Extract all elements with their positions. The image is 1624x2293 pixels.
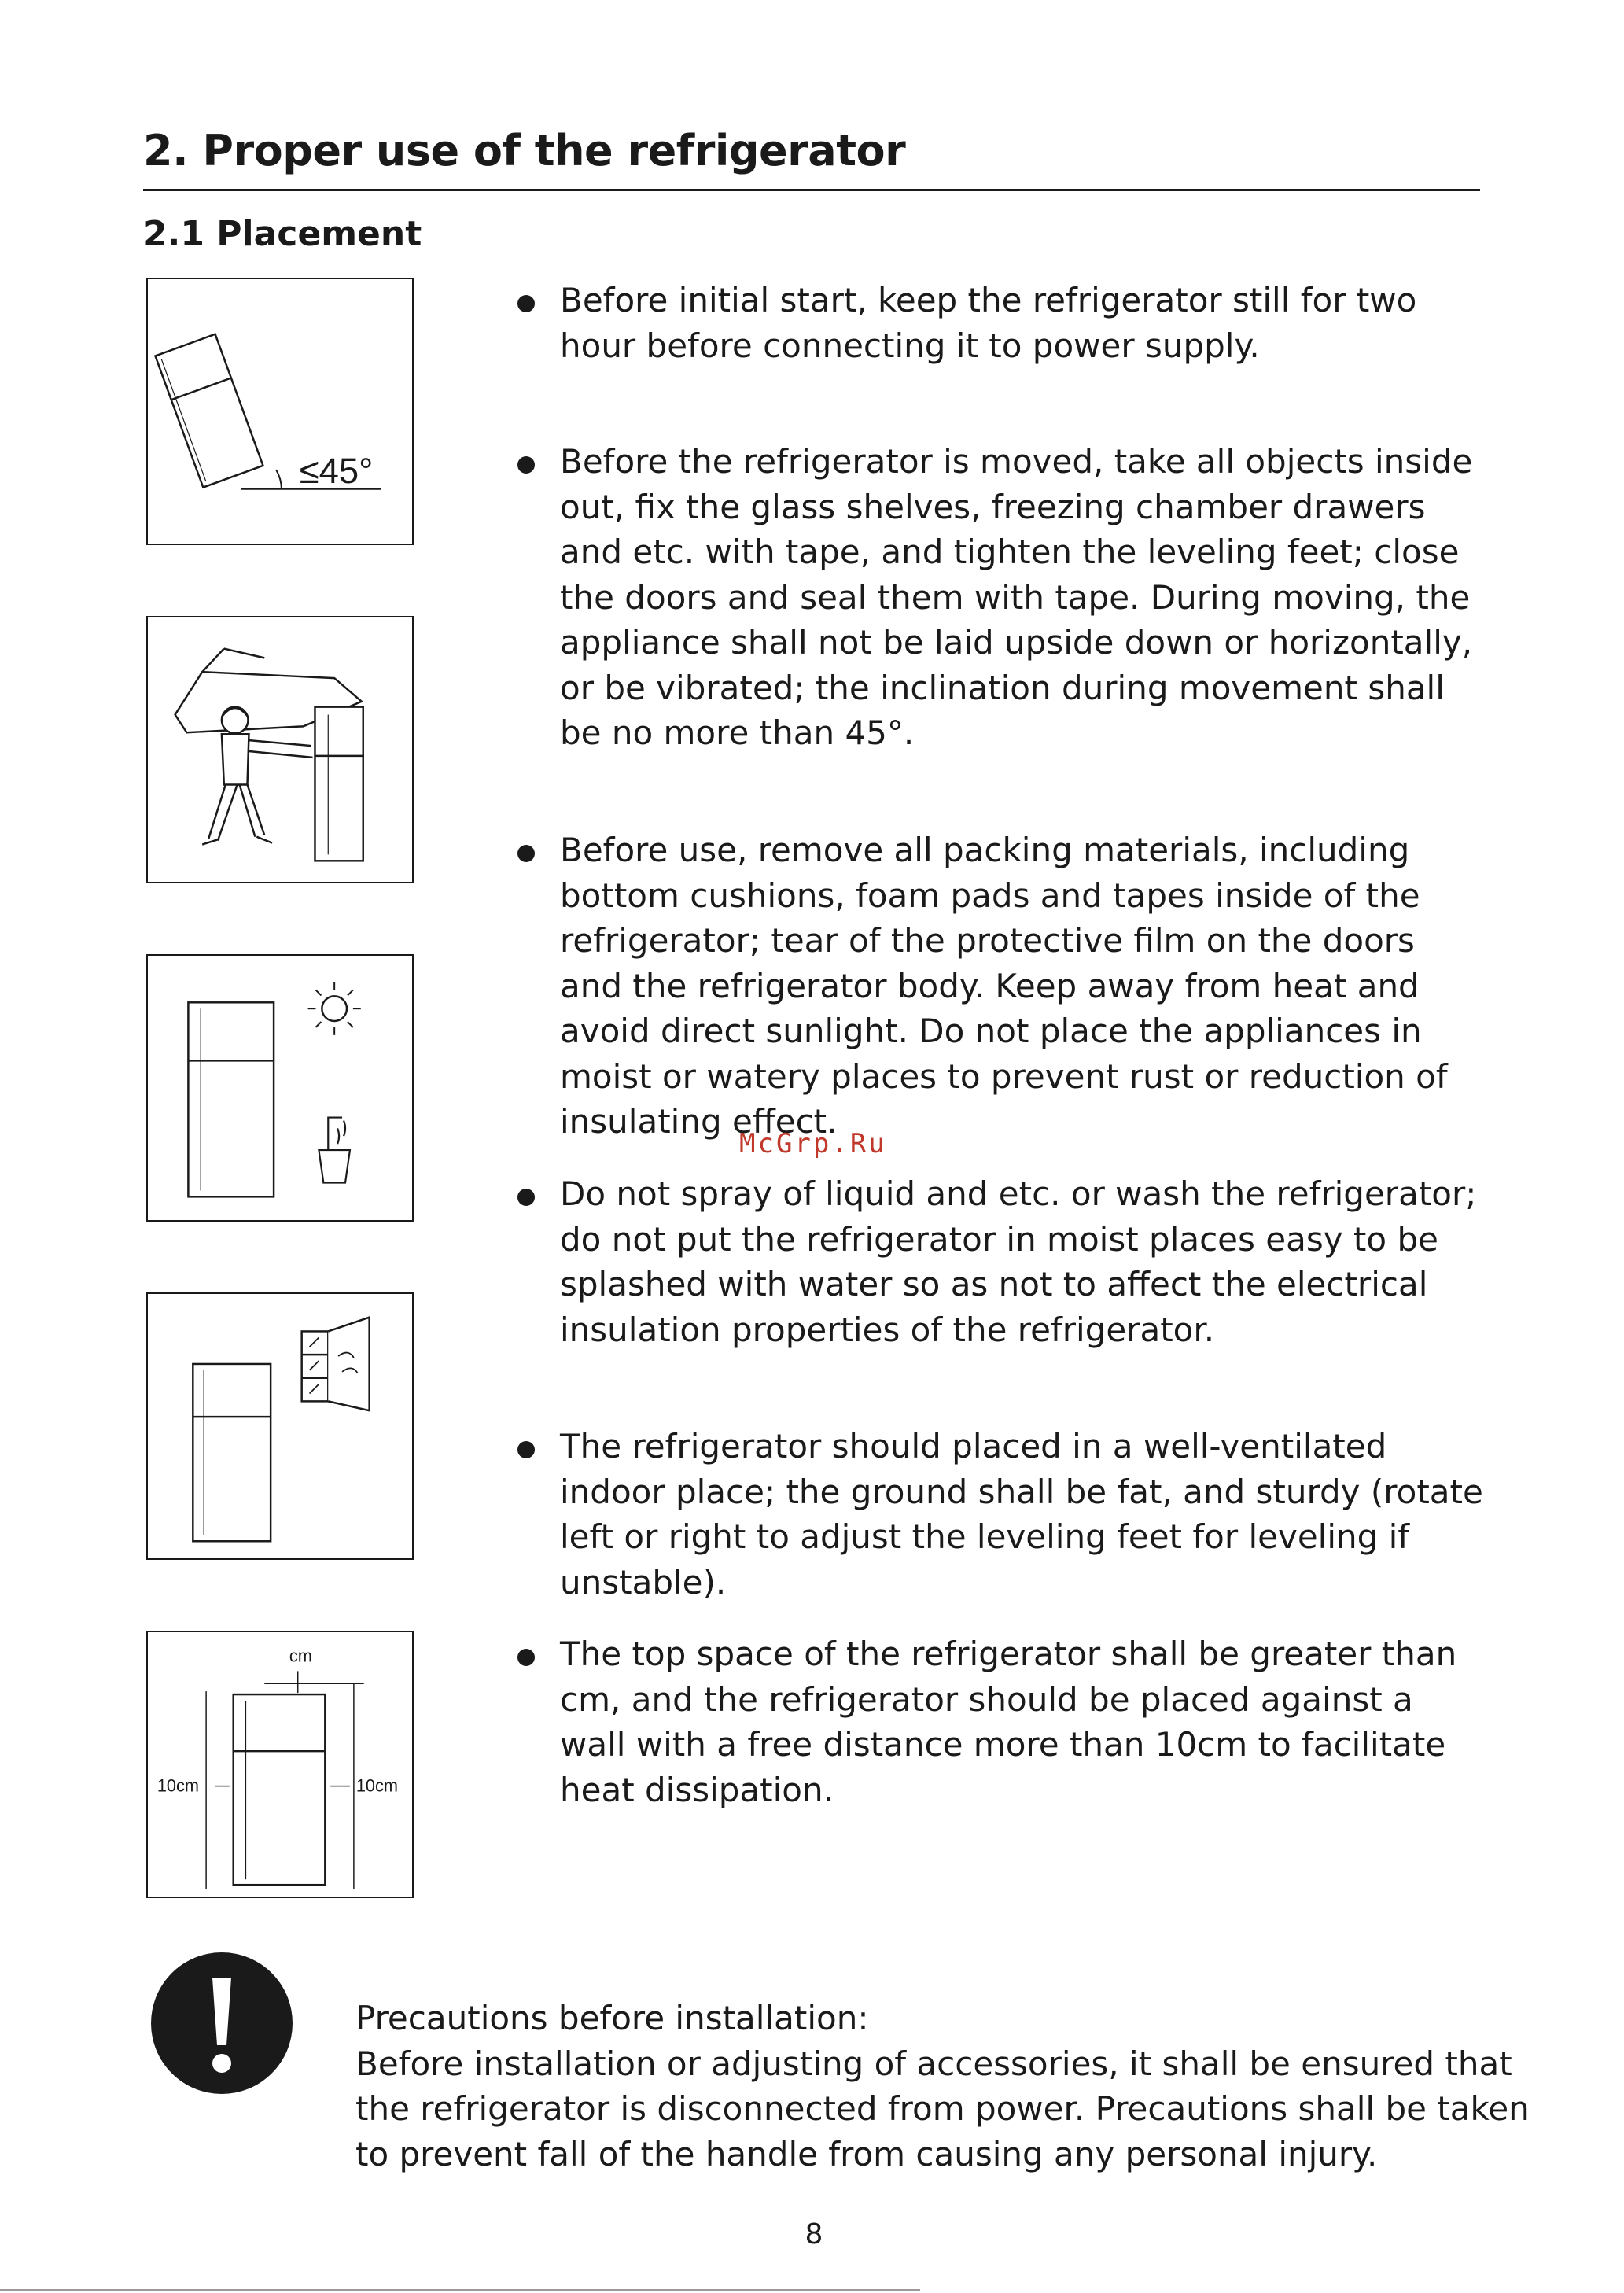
precaution-line: the refrigerator is disconnected from power. Precautions shall be taken bbox=[355, 2089, 1530, 2128]
bullet-dot-icon bbox=[517, 1649, 535, 1666]
bullet-dot-icon bbox=[517, 295, 535, 312]
bullet-text: The top space of the refrigerator shall be greater than cm, and the refrigerator should be placed against a wall with a free distance more than 10cm to facilitate heat dissipation. bbox=[560, 1635, 1457, 1809]
page-number: 8 bbox=[805, 2218, 823, 2251]
water-pot-icon bbox=[319, 1118, 350, 1183]
subsection-title: 2.1 Placement bbox=[143, 214, 422, 254]
top-clearance-label: cm bbox=[289, 1646, 312, 1666]
heat-moisture-figure bbox=[146, 954, 414, 1222]
bullet-dot-icon bbox=[517, 456, 535, 474]
bullet-item-moving bbox=[511, 439, 1486, 756]
left-clearance-label: 10cm bbox=[157, 1775, 200, 1796]
tilt-angle-label: ≤45° bbox=[299, 450, 374, 491]
bullet-item-initial-start bbox=[511, 278, 1486, 368]
bullet-item-clearance bbox=[511, 1631, 1486, 1812]
bullet-text: The refrigerator should placed in a well-ventilated indoor place; the ground shall be fat, and sturdy (rotate left or right to adjust the leveling feet for leveling if unstable). bbox=[560, 1427, 1483, 1602]
tilted-fridge-icon bbox=[148, 279, 412, 544]
bullet-dot-icon bbox=[517, 1441, 535, 1458]
bullet-text: Before initial start, keep the refrigerator still for two hour before connecting it to power supply. bbox=[560, 281, 1417, 365]
ventilation-figure bbox=[146, 1292, 414, 1560]
fridge-clearance-icon bbox=[148, 1632, 412, 1897]
precaution-title: Precautions before installation: bbox=[355, 1999, 869, 2037]
footer-rule bbox=[0, 2289, 920, 2291]
fridge-window-icon bbox=[148, 1294, 412, 1558]
sun-icon bbox=[322, 996, 347, 1021]
section-title: 2. Proper use of the refrigerator bbox=[143, 126, 906, 175]
tilt-angle-figure bbox=[146, 278, 414, 545]
fridge-sun-water-icon bbox=[148, 956, 412, 1220]
bullet-dot-icon bbox=[517, 1189, 535, 1206]
precaution-line: to prevent fall of the handle from causing any personal injury. bbox=[355, 2134, 1378, 2173]
bullet-item-packing bbox=[511, 828, 1486, 1145]
bullet-item-liquid bbox=[511, 1171, 1486, 1352]
bullet-item-ventilation bbox=[511, 1424, 1486, 1605]
title-underline bbox=[143, 189, 1480, 191]
watermark: McGrp.Ru bbox=[739, 1128, 887, 1159]
moving-figure bbox=[146, 616, 414, 883]
bullet-text: Before the refrigerator is moved, take all objects inside out, fix the glass shelves, freezing chamber drawers and etc. with tape, and tighten the leveling feet; close the doors and seal them with tape. During moving, the appliance shall not be laid upside down or horizontally, or be vibrated; the inclination during movement shall be no more than 45°. bbox=[560, 442, 1473, 752]
person-moving-fridge-icon bbox=[148, 617, 412, 882]
right-clearance-label: 10cm bbox=[355, 1775, 399, 1796]
bullet-text: Before use, remove all packing materials, including bottom cushions, foam pads and tapes inside of the refrigerator; tear of the protective film on the doors and the refrigerator body. Keep away from heat and avoid direct sunlight. Do not place the appliances in moist or watery places to prevent rust or reduction of insulating effect. bbox=[560, 831, 1448, 1141]
clearance-figure bbox=[146, 1631, 414, 1898]
precaution-line: Before installation or adjusting of accessories, it shall be ensured that bbox=[355, 2044, 1512, 2083]
bullet-text: Do not spray of liquid and etc. or wash the refrigerator; do not put the refrigerator in moist places easy to be splashed with water so as not to affect the electrical insulation properties of the refrigerator. bbox=[560, 1174, 1477, 1349]
precaution-block bbox=[355, 1996, 1530, 2177]
bullet-dot-icon bbox=[517, 845, 535, 862]
exclamation-warning-icon bbox=[149, 1951, 294, 2096]
